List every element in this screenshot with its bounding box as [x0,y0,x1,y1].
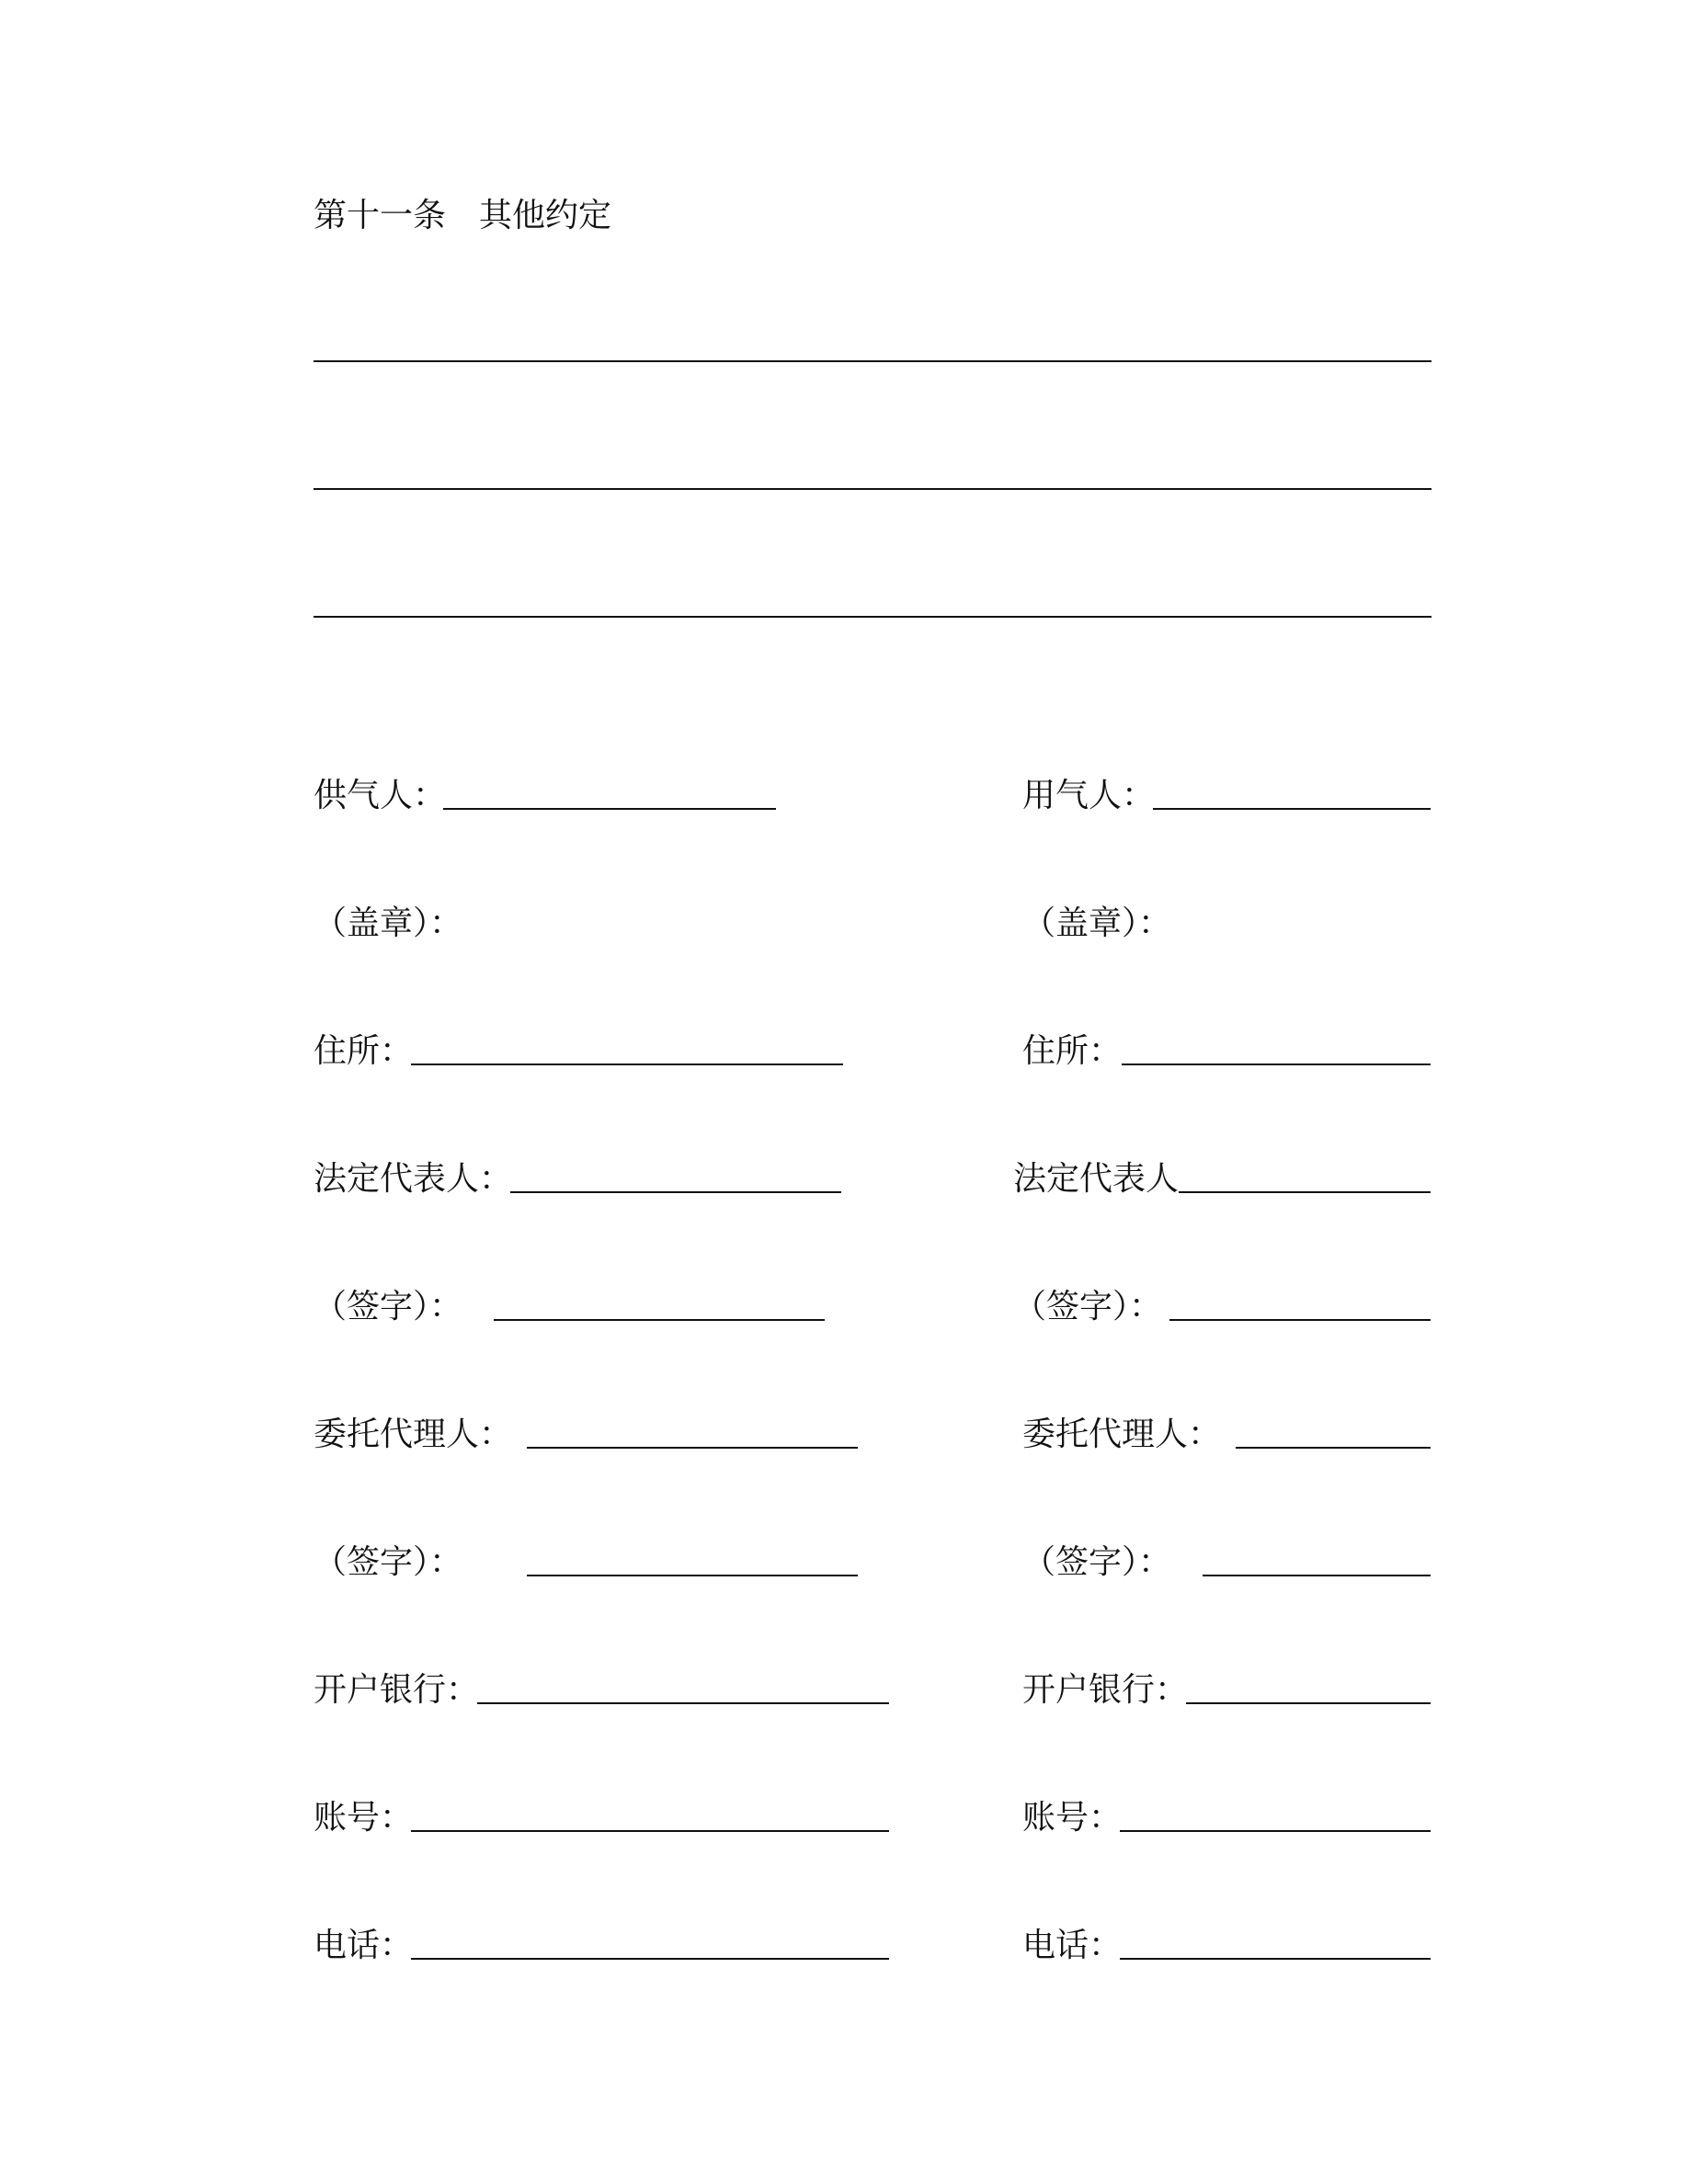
supplier-seal-label: （盖章）： [314,904,463,942]
supplier-legal-rep-sign-field[interactable] [494,1319,825,1321]
user-bank-field[interactable] [1186,1702,1431,1704]
user-legal-rep-sign-field[interactable] [1169,1319,1431,1321]
user-agent-label: 委托代理人： [1022,1416,1222,1453]
user-account-label: 账号： [1022,1799,1123,1837]
supplier-bank-field[interactable] [477,1702,889,1704]
user-field[interactable] [1153,808,1431,810]
supplier-legal-rep-sign-label: （签字）： [314,1288,463,1325]
user-address-field[interactable] [1122,1064,1431,1065]
supplier-agent-sign-label: （签字）： [314,1543,463,1581]
supplier-legal-rep-label: 法定代表人： [314,1160,513,1198]
supplier-legal-rep-field[interactable] [510,1191,841,1193]
supplier-agent-field[interactable] [527,1447,858,1449]
user-agent-sign-label: （签字）： [1022,1543,1172,1581]
supplier-label: 供气人： [314,777,447,814]
user-agent-sign-field[interactable] [1203,1575,1431,1576]
other-terms-blank-line-3[interactable] [314,616,1431,618]
user-legal-rep-sign-label: （签字）： [1013,1288,1163,1325]
user-address-label: 住所： [1022,1032,1123,1070]
supplier-agent-sign-field[interactable] [527,1575,858,1576]
user-phone-field[interactable] [1120,1958,1431,1960]
user-agent-field[interactable] [1236,1447,1431,1449]
supplier-agent-label: 委托代理人： [314,1416,513,1453]
user-legal-rep-label: 法定代表人 [1013,1160,1180,1198]
user-account-field[interactable] [1120,1830,1431,1832]
user-label: 用气人： [1022,777,1156,814]
supplier-account-field[interactable] [411,1830,889,1832]
supplier-address-label: 住所： [314,1032,414,1070]
supplier-address-field[interactable] [411,1064,843,1065]
supplier-account-label: 账号： [314,1799,414,1837]
supplier-phone-label: 电话： [314,1927,414,1964]
supplier-phone-field[interactable] [411,1958,889,1960]
other-terms-blank-line-2[interactable] [314,488,1431,490]
user-seal-label: （盖章）： [1022,904,1172,942]
user-legal-rep-field[interactable] [1179,1191,1431,1193]
supplier-bank-label: 开户银行： [314,1671,480,1709]
supplier-field[interactable] [443,808,776,810]
other-terms-blank-line-1[interactable] [314,360,1431,362]
user-phone-label: 电话： [1022,1927,1123,1964]
article-heading: 第十一条 其他约定 [314,197,612,234]
user-bank-label: 开户银行： [1022,1671,1189,1709]
